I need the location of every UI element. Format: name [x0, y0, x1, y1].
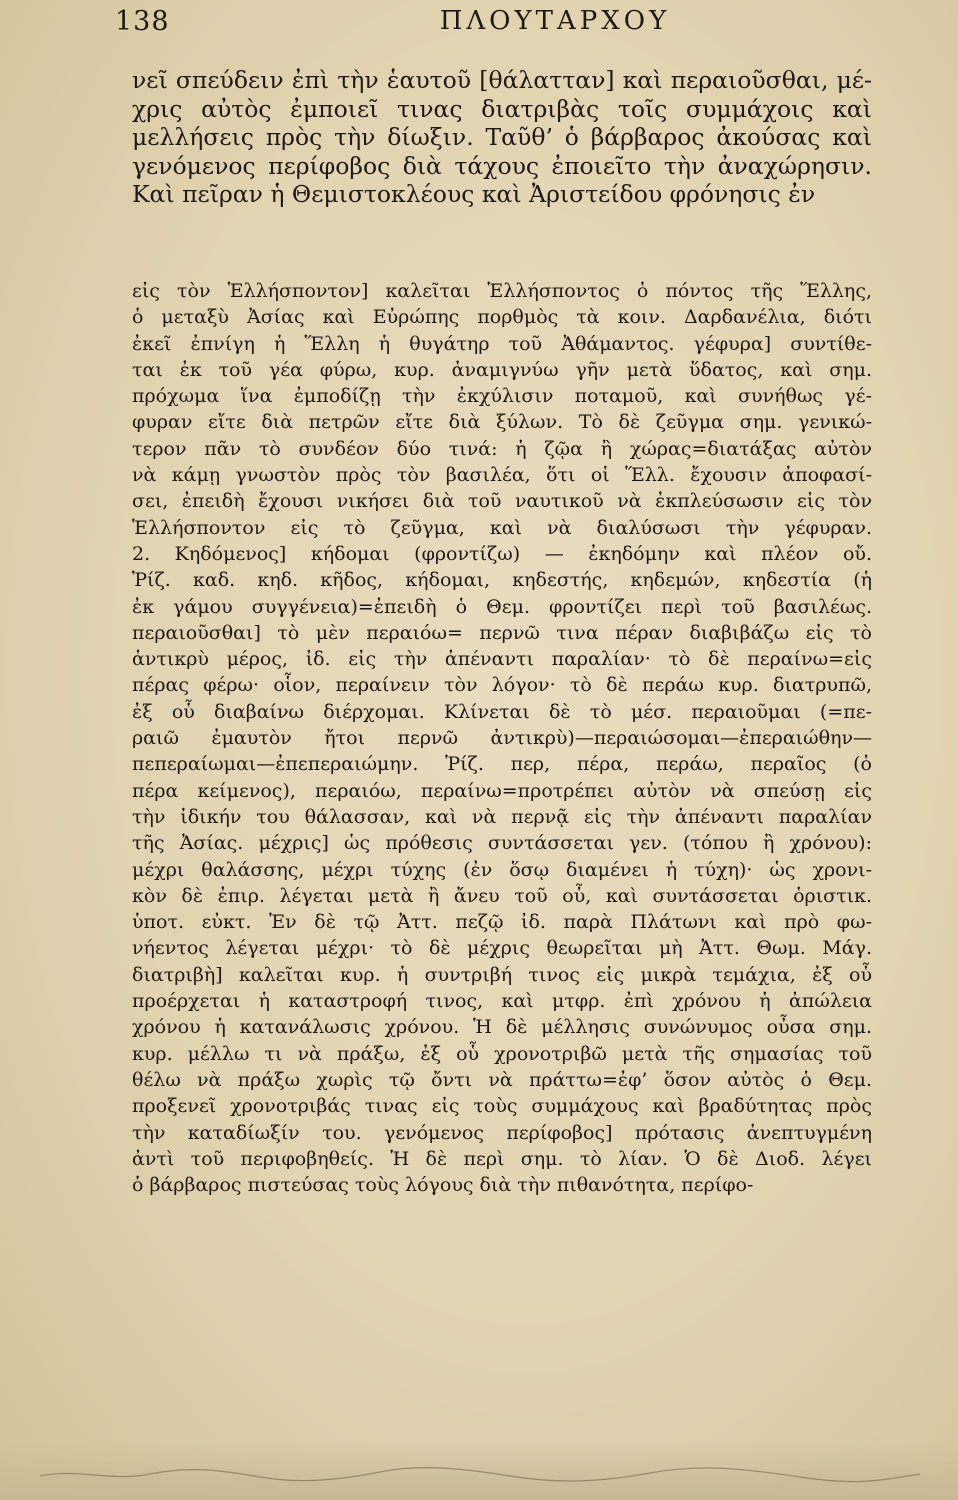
- commentary-line: πέρας φέρω· οἷον, περαίνειν τὸν λόγον· τὸ δὲ περάω κυρ. διατρυπῶ,: [132, 674, 872, 697]
- commentary-line: χρόνου ἡ κατανάλωσις χρόνου. Ἡ δὲ μέλλησις συνώνυμος οὖσα σημ.: [132, 1016, 872, 1039]
- commentary-line: ὑποτ. εὐκτ. Ἐν δὲ τῷ Ἀττ. πεζῷ ἰδ. παρὰ Πλάτωνι καὶ πρὸ φω-: [132, 911, 872, 934]
- commentary-line: ὁ μεταξὺ Ἀσίας καὶ Εὐρώπης πορθμὸς τὰ κοιν. Δαρδανέλια, διότι: [132, 306, 872, 329]
- commentary-line: προέρχεται ἡ καταστροφή τινος, καὶ μτφρ. ἐπὶ χρόνου ἡ ἀπώλεια: [132, 990, 872, 1013]
- commentary-line: περαιοῦσθαι] τὸ μὲν περαιόω= περνῶ τινα πέραν διαβιβάζω εἰς τὸ: [132, 621, 872, 644]
- page-header: [115, 2, 885, 42]
- main-text-line: γενόμενος περίφοβος διὰ τάχους ἐποιεῖτο τὴν ἀναχώρησιν.: [132, 151, 872, 180]
- commentary-line: ἀντικρὺ μέρος, ἰδ. εἰς τὴν ἀπέναντι παραλίαν· τὸ δὲ περαίνω=εἰς: [132, 648, 872, 671]
- commentary-line: σει, ἐπειδὴ ἔχουσι νικήσει διὰ τοῦ ναυτικοῦ νὰ ἐκπλεύσωσιν εἰς τὸν: [132, 490, 872, 513]
- main-text-line: νεῖ σπεύδειν ἐπὶ τὴν ἑαυτοῦ [θάλατταν] καὶ περαιοῦσθαι, μέ-: [132, 66, 872, 94]
- commentary-line: ἐκεῖ ἐπνίγη ἡ Ἕλλη ἡ θυγάτηρ τοῦ Ἀθάμαντος. γέφυρα] συντίθε-: [132, 332, 872, 355]
- commentary-line: 2. Κηδόμενος] κήδομαι (φροντίζω) — ἐκηδόμην καὶ πλέον οὔ.: [132, 542, 872, 565]
- commentary-line: νὰ κάμῃ γνωστὸν πρὸς τὸν βασιλέα, ὅτι οἱ Ἕλλ. ἔχουσιν ἀποφασί-: [132, 464, 872, 487]
- commentary-line: τερον πᾶν τὸ συνδέον δύο τινά: ἡ ζῷα ἢ χώρας=διατάξας αὐτὸν: [132, 437, 872, 460]
- main-text-line: μελλήσεις πρὸς τὴν δίωξιν. Ταῦθ’ ὁ βάρβαρος ἀκούσας καὶ: [132, 123, 872, 152]
- commentary-line: πέρα κείμενος), περαιόω, περαίνω=προτρέπει αὐτὸν νὰ σπεύσῃ εἰς: [132, 779, 872, 802]
- commentary-line: προξενεῖ χρονοτριβάς τινας εἰς τοὺς συμμάχους καὶ βραδύτητας πρὸς: [132, 1095, 872, 1118]
- page-number: 138: [115, 6, 170, 37]
- commentary-line: πρόχωμα ἵνα ἐμποδίζῃ τὴν ἐκχύλισιν ποταμοῦ, καὶ συνήθως γέ-: [132, 385, 872, 408]
- commentary-line: ραιῶ ἐμαυτὸν ἤτοι περνῶ ἀντικρὺ)—περαιώσομαι—ἐπεραιώθην—: [132, 727, 872, 750]
- commentary-line: ὁ βάρβαρος πιστεύσας τοὺς λόγους διὰ τὴν πιθανότητα, περίφο-: [132, 1174, 754, 1197]
- commentary-line: κὸν δὲ ἐπιρ. λέγεται μετὰ ἢ ἄνευ τοῦ οὗ, καὶ συντάσσεται ὁριστικ.: [132, 884, 872, 907]
- commentary-line: μέχρι θαλάσσης, μέχρι τύχης (ἐν ὅσῳ διαμένει ἡ τύχη)· ὡς χρονι-: [132, 858, 872, 881]
- commentary-line: τὴν καταδίωξίν του. γενόμενος περίφοβος] πρότασις ἀνεπτυγμένη: [132, 1121, 872, 1144]
- commentary-line: ἀντὶ τοῦ περιφοβηθείς. Ἡ δὲ περὶ σημ. τὸ λίαν. Ὁ δὲ Διοδ. λέγει: [132, 1147, 872, 1170]
- commentary-line: ἐκ γάμου συγγένεια)=ἐπειδὴ ὁ Θεμ. φροντίζει περὶ τοῦ βασιλέως.: [132, 595, 872, 618]
- commentary-line: θέλω νὰ πράξω χωρὶς τῷ ὄντι νὰ πράττω=ἐφ’ ὅσον αὐτὸς ὁ Θεμ.: [132, 1068, 872, 1091]
- main-text-line: χρις αὐτὸς ἐμποιεῖ τινας διατριβὰς τοῖς συμμάχοις καὶ: [132, 94, 872, 123]
- commentary-line: πεπεραίωμαι—ἐπεπεραιώμην. Ῥίζ. περ, πέρα, περάω, περαῖος (ὁ: [132, 753, 872, 776]
- commentary-line: ἐξ οὗ διαβαίνω διέρχομαι. Κλίνεται δὲ τὸ μέσ. περαιοῦμαι (=πε-: [132, 700, 872, 723]
- main-text-line: Καὶ πεῖραν ἡ Θεμιστοκλέους καὶ Ἀριστείδου φρόνησις ἐν: [132, 180, 816, 209]
- commentary-line: νήεντος λέγεται μέχρι· τὸ δὲ μέχρις θεωρεῖται μὴ Ἀττ. Θωμ. Μάγ.: [132, 937, 872, 960]
- commentary-line: Ἑλλήσποντον εἰς τὸ ζεῦγμα, καὶ νὰ διαλύσωσι τὴν γέφυραν.: [132, 516, 872, 539]
- commentary-line: φυραν εἴτε διὰ πετρῶν εἴτε διὰ ξύλων. Τὸ δὲ ζεῦγμα σημ. γενικώ-: [132, 411, 872, 434]
- commentary-notes: [132, 278, 872, 1198]
- running-head: ΠΛΟΥΤΑΡΧΟΥ: [439, 6, 671, 36]
- bottom-edge-marks: [40, 1462, 920, 1486]
- commentary-line: εἰς τὸν Ἑλλήσποντον] καλεῖται Ἑλλήσποντος ὁ πόντος τῆς Ἕλλης,: [132, 280, 872, 302]
- commentary-line: τὴν ἰδικήν του θάλασσαν, καὶ νὰ περνᾷ εἰς τὴν ἀπέναντι παραλίαν: [132, 805, 872, 828]
- commentary-line: διατριβὴ] καλεῖται κυρ. ἡ συντριβή τινος εἰς μικρὰ τεμάχια, ἐξ οὗ: [132, 963, 872, 986]
- commentary-line: Ῥίζ. καδ. κηδ. κῆδος, κήδομαι, κηδεστής, κηδεμών, κηδεστία (ἡ: [132, 569, 872, 592]
- commentary-line: τῆς Ἀσίας. μέχρις] ὡς πρόθεσις συντάσσεται γεν. (τόπου ἢ χρόνου):: [132, 832, 872, 855]
- commentary-line: κυρ. μέλλω τι νὰ πράξω, ἐξ οὗ χρονοτριβῶ μετὰ τῆς σημασίας τοῦ: [132, 1042, 872, 1065]
- commentary-line: ται ἐκ τοῦ γέα φύρω, κυρ. ἀναμιγνύω γῆν μετὰ ὕδατος, καὶ σημ.: [132, 358, 872, 381]
- main-text: [132, 66, 872, 209]
